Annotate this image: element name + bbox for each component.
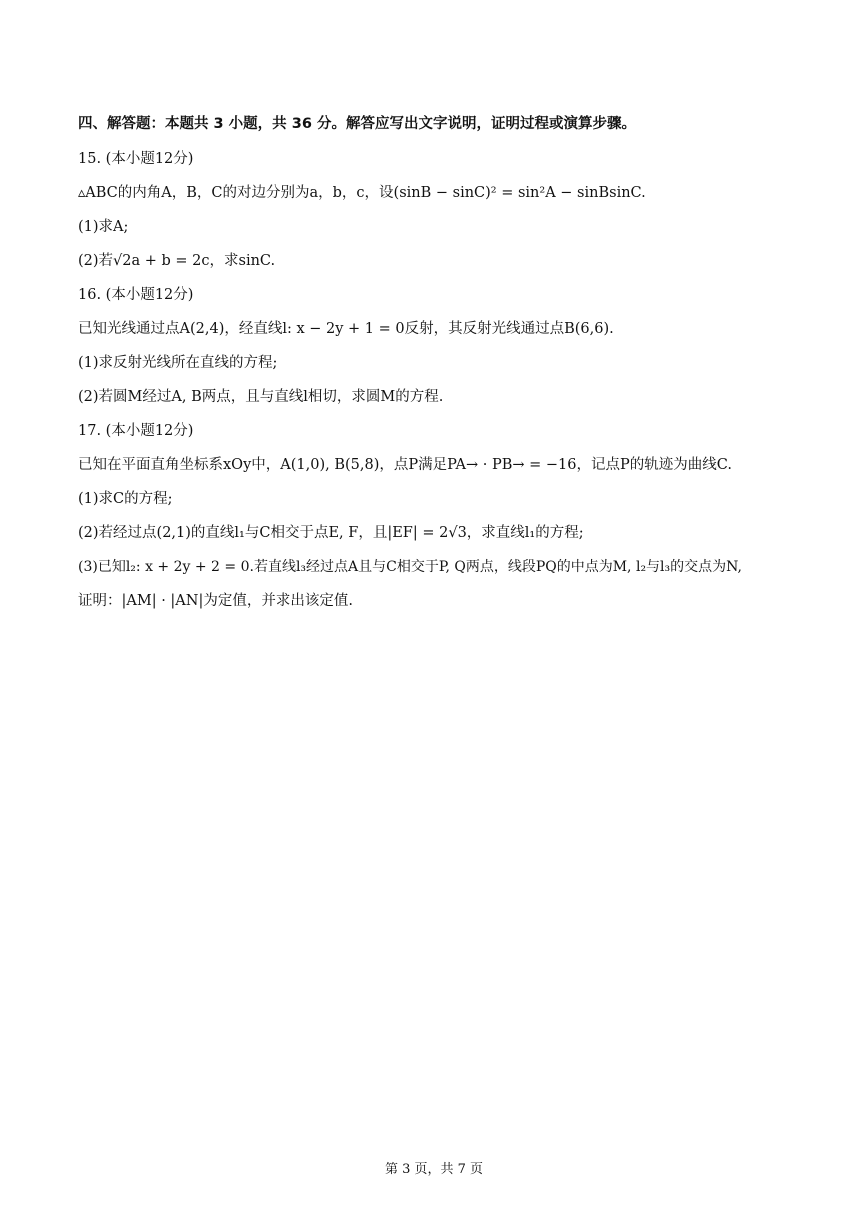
problem-16-header: 16. (本小题12分) — [78, 287, 194, 303]
problem-17-header: 17. (本小题12分) — [78, 423, 194, 439]
problem-17-part-2: (2)若经过点(2,1)的直线l₁与C相交于点E, F，且|EF| = 2√3，求直线l₁的方程; — [78, 525, 584, 541]
problem-15-header: 15. (本小题12分) — [78, 151, 194, 167]
problem-16-part-2: (2)若圆M经过A, B两点，且与直线l相切，求圆M的方程. — [78, 389, 444, 405]
problem-17-part-3: (3)已知l₂: x + 2y + 2 = 0.若直线l₃经过点A且与C相交于P, Q两点，线段PQ的中点为M, l₂与l₃的交点为N, — [78, 559, 742, 575]
problem-16-statement: 已知光线通过点A(2,4)，经直线l: x − 2y + 1 = 0反射，其反射光线通过点B(6,6). — [78, 321, 614, 337]
problem-17-part-1: (1)求C的方程; — [78, 491, 173, 507]
problem-17-part-3-continued: 证明：|AM| · |AN|为定值，并求出该定值. — [78, 593, 353, 609]
section-heading: 四、解答题：本题共 3 小题，共 36 分。解答应写出文字说明，证明过程或演算步骤。 — [78, 116, 636, 132]
page-footer: 第 3 页，共 7 页 — [384, 1162, 484, 1177]
problem-15-part-2: (2)若√2a + b = 2c，求sinC. — [78, 253, 276, 269]
problem-15-part-1: (1)求A; — [78, 219, 129, 235]
problem-16-part-1: (1)求反射光线所在直线的方程; — [78, 355, 278, 371]
problem-17-statement: 已知在平面直角坐标系xOy中，A(1,0), B(5,8)，点P满足PA→ · PB→ = −16，记点P的轨迹为曲线C. — [78, 457, 732, 473]
problem-15-statement: ▵ABC的内角A，B，C的对边分别为a，b，c，设(sinB − sinC)² = sin²A − sinBsinC. — [78, 185, 646, 201]
